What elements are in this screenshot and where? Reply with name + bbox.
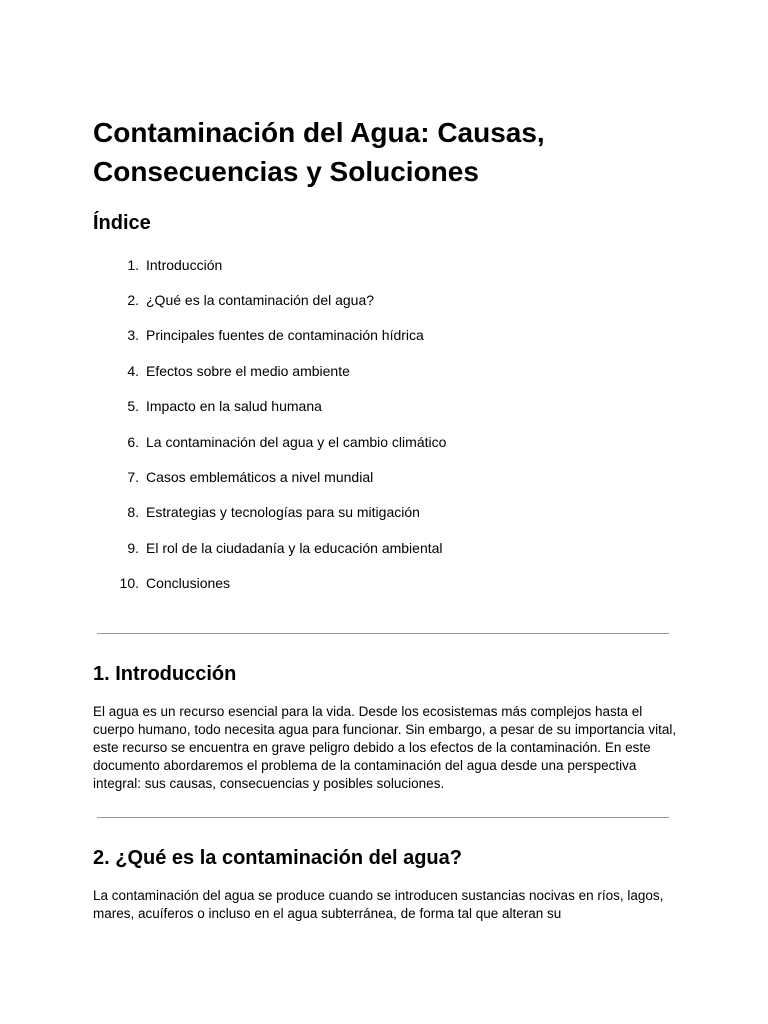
toc-item-number: 6.	[127, 433, 139, 450]
toc-item-number: 3.	[127, 327, 139, 344]
toc-item-number: 10.	[119, 575, 139, 592]
toc-item	[93, 318, 653, 353]
toc-item-label: Estrategias y tecnologías para su mitigación	[146, 504, 420, 521]
toc-item-label: Principales fuentes de contaminación hídrica	[146, 327, 424, 344]
toc-item-label: La contaminación del agua y el cambio climático	[146, 433, 447, 450]
section-heading-introduccion: 1. Introducción	[93, 663, 237, 685]
section-divider	[97, 633, 669, 634]
toc-item	[93, 247, 653, 282]
section-paragraph-introduccion: El agua es un recurso esencial para la vida. Desde los ecosistemas más complejos hasta el cuerpo humano, todo necesita agua para funcionar. Sin embargo, a pesar de su importancia vital, este recurso se encuentra en grave peligro debido a los efectos de la contaminación. En este documento abordaremos el problema de la contaminación del agua desde una perspectiva integral: sus causas, consecuencias y posibles soluciones.	[93, 704, 677, 791]
toc-item-label: Efectos sobre el medio ambiente	[146, 362, 350, 379]
toc-item-number: 4.	[127, 362, 139, 379]
toc-item	[93, 566, 653, 601]
toc-item-label: Introducción	[146, 256, 223, 273]
table-of-contents	[93, 247, 653, 601]
toc-item-label: Casos emblemáticos a nivel mundial	[146, 469, 374, 486]
toc-item-label: Impacto en la salud humana	[146, 398, 322, 415]
document-title: Contaminación del Agua: Causas, Consecuencias y Soluciones	[93, 117, 545, 187]
toc-item-label: Conclusiones	[146, 575, 231, 592]
toc-item-label: El rol de la ciudadanía y la educación ambiental	[146, 539, 443, 556]
toc-item	[93, 353, 653, 388]
toc-item	[93, 530, 653, 565]
section-heading-que-es: 2. ¿Qué es la contaminación del agua?	[93, 847, 462, 869]
toc-item	[93, 459, 653, 494]
toc-item-number: 8.	[127, 504, 139, 521]
section-paragraph-que-es: La contaminación del agua se produce cuando se introducen sustancias nocivas en ríos, lagos, mares, acuíferos o incluso en el agua subterránea, de forma tal que alteran su	[93, 888, 664, 921]
section-divider	[97, 817, 669, 818]
toc-item-number: 5.	[127, 398, 139, 415]
toc-item-number: 1.	[127, 256, 139, 273]
toc-item	[93, 424, 653, 459]
toc-item-number: 7.	[127, 469, 139, 486]
toc-item	[93, 282, 653, 317]
toc-item	[93, 495, 653, 530]
index-heading: Índice	[93, 212, 151, 234]
toc-item-number: 9.	[127, 539, 139, 556]
toc-item-number: 2.	[127, 292, 139, 309]
toc-item-label: ¿Qué es la contaminación del agua?	[146, 292, 375, 309]
toc-item	[93, 389, 653, 424]
